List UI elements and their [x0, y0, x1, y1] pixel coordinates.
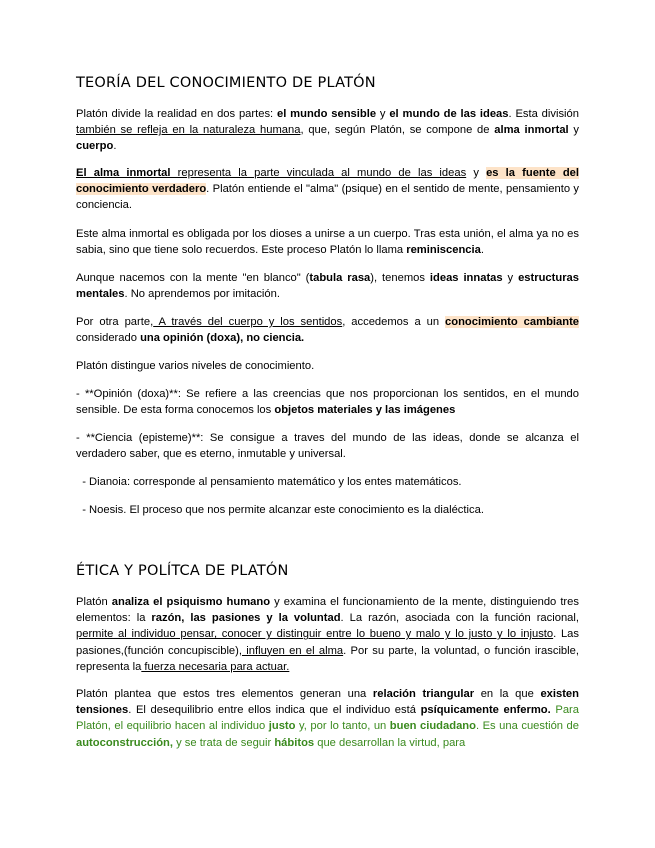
underlined-text: permite al individuo pensar, conocer y distinguir entre lo bueno y malo y lo justo y lo injusto: [76, 628, 554, 641]
bold-text: existen tensiones: [76, 688, 579, 717]
paragraph-noesis: - Noesis. El proceso que nos permite alcanzar este conocimiento es la dialéctica.: [76, 504, 484, 516]
green-text: Para Platón, el equilibrio hacen al individuo: [76, 704, 579, 733]
paragraph-reminiscencia: [76, 226, 579, 258]
green-text: y se trata de seguir: [172, 736, 275, 749]
underlined-text: también se refleja en la naturaleza humana: [76, 124, 301, 137]
paragraph-psiquismo: [76, 594, 579, 675]
text: y: [466, 167, 487, 179]
paragraph-ciencia: - **Ciencia (episteme)**: Se consigue a traves del mundo de las ideas, donde se alcanza el verdadero saber, que es eterno, inmutable y universal.: [76, 432, 579, 461]
paragraph-opinion: [76, 386, 579, 418]
text: - **Opinión (doxa)**: Se refiere a las creencias que nos proporcionan los sentidos, en el mundo sensible. De esta forma conocemos los: [76, 388, 579, 417]
underlined-text: representa la parte vinculada al mundo de las ideas: [170, 167, 467, 179]
green-bold-text: autoconstrucción,: [76, 736, 173, 749]
bold-text: psíquicamente enfermo.: [420, 704, 551, 717]
bold-text: cuerpo: [76, 140, 114, 153]
highlighted-text: conocimiento cambiante: [445, 316, 580, 328]
text: Platón divide la realidad en dos partes:: [76, 108, 277, 120]
text: Por otra parte,: [76, 316, 154, 328]
text: , que, según Platón, se compone de: [300, 124, 495, 137]
text: Platón: [76, 596, 112, 608]
section-title-conocimiento: TEORÍA DEL CONOCIMIENTO DE PLATÓN: [76, 75, 376, 91]
paragraph-realidad: [76, 106, 579, 155]
bold-text: estructuras mentales: [76, 272, 579, 301]
text: ), tenemos: [370, 272, 430, 284]
text: . Platón entiende el "alma" (psique) en el sentido de mente, pensamiento y conciencia.: [76, 183, 579, 212]
bold-text: ideas innatas: [429, 272, 503, 284]
text: . Las pasiones,(función concupiscible),: [76, 628, 579, 657]
bold-underlined-text: El alma inmortal: [76, 167, 171, 179]
text: y: [568, 124, 580, 137]
text: . La razón, asociada con la función racional,: [340, 612, 579, 625]
green-bold-text: buen ciudadano: [389, 720, 476, 733]
bold-text: tabula rasa: [309, 272, 371, 284]
paragraph-dianoia: - Dianoia: corresponde al pensamiento matemático y los entes matemáticos.: [76, 476, 462, 488]
text: y: [502, 272, 519, 284]
bold-text: analiza el psiquismo humano: [111, 596, 271, 608]
bold-text: razón, las pasiones y la voluntad: [151, 612, 341, 625]
section-title-etica: ÉTICA Y POLÍTCA DE PLATÓN: [76, 563, 289, 579]
text: y: [376, 108, 390, 120]
paragraph-relacion-triangular: [76, 686, 579, 751]
underlined-text: influyen en el alma: [241, 644, 344, 657]
text: considerado: [76, 332, 141, 345]
text: Aunque nacemos con la mente "en blanco" (: [76, 272, 310, 284]
highlighted-text: es la fuente del conocimiento verdadero: [76, 167, 580, 196]
text: Platón plantea que estos tres elementos generan una: [76, 688, 373, 700]
text: . El desequilibrio entre ellos indica que el individuo está: [128, 704, 421, 717]
bold-text: reminiscencia: [406, 244, 481, 257]
green-bold-text: justo: [268, 720, 296, 733]
bold-text: el mundo de las ideas: [389, 108, 509, 120]
bold-text: el mundo sensible: [277, 108, 377, 120]
text: .: [480, 244, 484, 257]
underlined-text: fuerza necesaria para actuar.: [141, 660, 290, 673]
text: en la que: [474, 688, 541, 700]
green-text: . Es una cuestión de: [475, 720, 579, 733]
green-bold-text: hábitos: [274, 736, 315, 749]
text: Este alma inmortal es obligada por los dioses a unirse a un cuerpo. Tras esta unión, el alma ya no es sabia, sino que tiene solo recuerdos. Este proceso Platón lo llama: [76, 228, 579, 257]
bold-text: objetos materiales y las imágenes: [274, 404, 456, 417]
text: , accedemos a un: [342, 316, 446, 328]
text: . Por su parte, la voluntad, o función irascible, representa la: [76, 644, 579, 673]
green-text: y, por lo tanto, un: [295, 720, 390, 733]
green-text: que desarrollan la virtud, para: [314, 736, 466, 749]
paragraph-niveles: Platón distingue varios niveles de conocimiento.: [76, 360, 315, 372]
underlined-text: A través del cuerpo y los sentidos: [153, 316, 343, 328]
text: y examina el funcionamiento de la mente, distinguiendo tres elementos: la: [76, 596, 579, 625]
text: . Esta división: [508, 108, 579, 120]
paragraph-tabula-rasa: [76, 270, 579, 302]
paragraph-alma-inmortal: [76, 165, 579, 214]
bold-text: alma inmortal: [494, 124, 569, 137]
text: . No aprendemos por imitación.: [124, 288, 280, 301]
text: .: [113, 140, 117, 153]
paragraph-sentidos: [76, 314, 579, 346]
bold-text: relación triangular: [372, 688, 475, 700]
bold-text: una opinión (doxa), no ciencia.: [140, 332, 305, 345]
